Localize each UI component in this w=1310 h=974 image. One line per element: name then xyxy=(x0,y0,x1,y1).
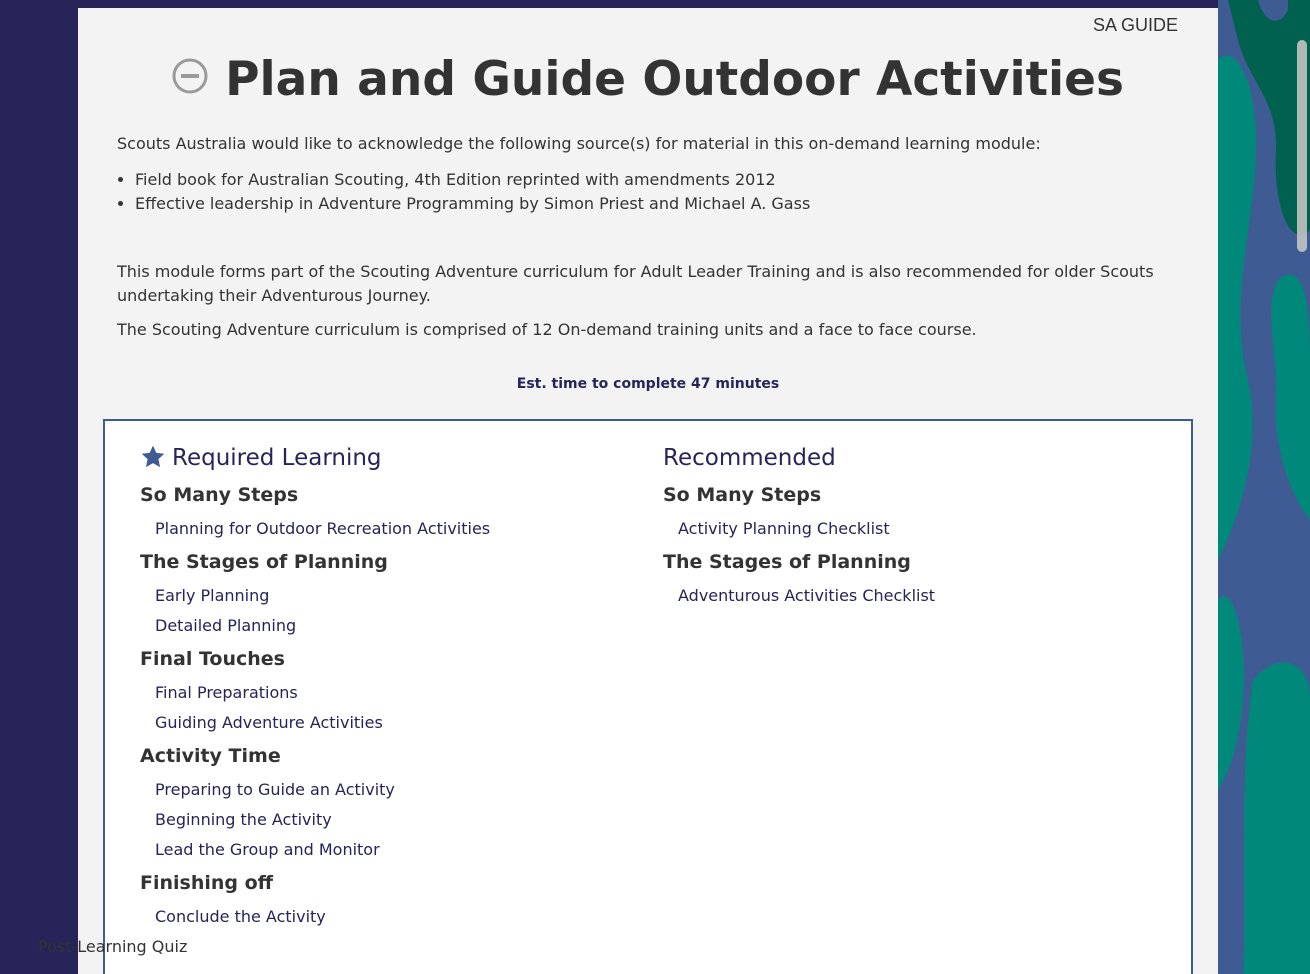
required-learning-heading xyxy=(140,443,620,473)
required-learning-column xyxy=(140,443,620,932)
lesson-link[interactable]: Final Preparations xyxy=(155,683,298,702)
section-title: Activity Time xyxy=(140,745,281,767)
section-title: The Stages of Planning xyxy=(663,551,911,573)
section-title: Final Touches xyxy=(140,648,285,670)
star-icon xyxy=(140,444,166,470)
source-list xyxy=(117,168,810,216)
lesson-link[interactable]: Preparing to Guide an Activity xyxy=(155,780,395,799)
lesson-link[interactable]: Early Planning xyxy=(155,586,270,605)
title-row xyxy=(78,52,1218,107)
brand-label: SA GUIDE xyxy=(1092,15,1178,35)
minus-circle-icon[interactable] xyxy=(172,58,208,94)
module-description: This module forms part of the Scouting Adventure curriculum for Adult Leader Training and is also recommended for older Scouts undertaking their Adventurous Journey. xyxy=(117,262,1154,305)
module-card xyxy=(78,8,1218,974)
recommended-column xyxy=(663,443,1143,611)
acknowledgement-text: Scouts Australia would like to acknowledge the following source(s) for material in this on-demand learning module: xyxy=(117,134,1041,153)
lesson-link[interactable]: Conclude the Activity xyxy=(155,907,326,926)
section-title: Finishing off xyxy=(140,872,274,894)
section-title: The Stages of Planning xyxy=(140,551,388,573)
learning-outline xyxy=(103,419,1193,974)
estimated-time: Est. time to complete 47 minutes xyxy=(516,376,780,392)
lesson-link[interactable]: Beginning the Activity xyxy=(155,810,332,829)
section-title: So Many Steps xyxy=(140,484,299,506)
post-learning-quiz-link[interactable]: Post-Learning Quiz xyxy=(38,937,188,956)
lesson-link[interactable]: Adventurous Activities Checklist xyxy=(678,586,936,605)
source-item: • Effective leadership in Adventure Programming by Simon Priest and Michael A. Gass xyxy=(135,192,810,216)
page-title: Plan and Guide Outdoor Activities xyxy=(225,52,1125,107)
required-learning-label: Required Learning xyxy=(172,445,382,471)
curriculum-description: The Scouting Adventure curriculum is comprised of 12 On-demand training units and a face to face course. xyxy=(117,320,977,339)
section-title: So Many Steps xyxy=(663,484,822,506)
lesson-link[interactable]: Activity Planning Checklist xyxy=(678,519,890,538)
lesson-link[interactable]: Lead the Group and Monitor xyxy=(155,840,380,859)
page-scrollbar[interactable] xyxy=(1297,40,1307,252)
lesson-link[interactable]: Detailed Planning xyxy=(155,616,297,635)
source-item: • Field book for Australian Scouting, 4th Edition reprinted with amendments 2012 xyxy=(135,168,810,192)
lesson-link[interactable]: Guiding Adventure Activities xyxy=(155,713,383,732)
recommended-heading: Recommended xyxy=(663,445,836,471)
lesson-link[interactable]: Planning for Outdoor Recreation Activities xyxy=(155,519,491,538)
